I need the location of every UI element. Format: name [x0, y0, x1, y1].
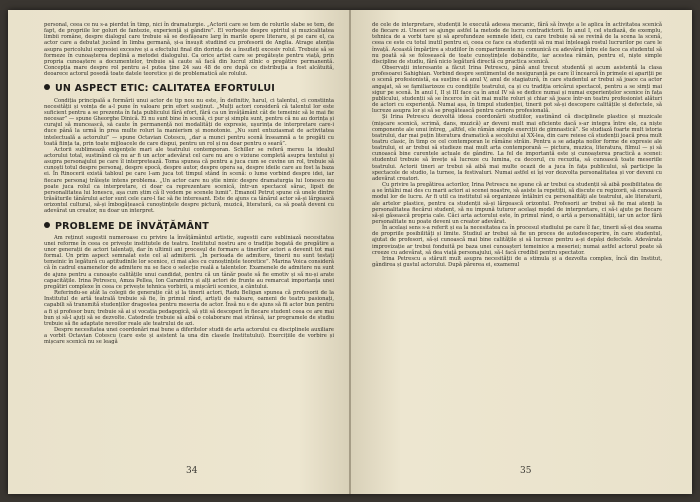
right-page — [350, 10, 692, 494]
paragraph: Cu privire la pregătirea actorilor, Irina Petrescu ne spune că ar trebui ca studenții să aibă posibilitatea de a se întâlni mai des cu marii actori ai scenei noastre, să asiste la repetiții, să discute cu regizorii, să cunoască modul lor de lucru. Ar fi util ca institutul să organizeze întâlniri cu personalități ale teatrului, ale literaturii, ale artelor plastice, pentru ca studenții să-și lărgească orizontul. Profesorii ar trebui să fie mai atenți la personalitatea fiecărui student, să nu impună tuturor același model de interpretare, ci să-i ajute pe fiecare să-și găsească propria cale. Căci arta actorului este, în primul rând, o artă a personalității, iar un actor fără personalitate nu poate deveni un creator adevărat. — [372, 182, 662, 225]
page-number-right: 35 — [520, 466, 532, 476]
paragraph: Observații interesante a făcut Irina Petrescu, până anul trecut studentă și acum asistentă la clasa profesoarei Sahighian. Vorbind despre sentimentul de nesiguranță pe care îl încearcă în primele ei apariții pe o scenă profesionistă, ea susține că anul V, anul de stagiatură, în care studentul ar trebui să joace ca actor angajat, să se familiarizeze cu condițiile teatrului, ca și cu tradiția oricărui spectacol, pentru a se simți mai sigur pe scenă. În anul I, II și III face ca în anul IV să se dedice numai și numai experiențelor scenice în fața publicului, studenții să se încerce în cât mai multe roluri și chiar să joace într-un teatru profesionist alături de actori cu experiență. Numai așa, în timpul studenției, tinerii pot să-și descopere calitățile și defectele, să lucreze asupra lor și să se pregătească pentru cariera profesională. — [372, 65, 662, 115]
book-spread — [8, 10, 692, 494]
paragraph: Actorii sublimează exigențele mari ale teatrului contemporan. Schiller se referă mereu la idealul actorului total, sustinând că nu ar fi un actor adevărat cel care nu are o viziune completă asupra textului și asupra personajului pe care îl interpretează. Toma spunea că pentru a juca cum se cuvine un rol, trebuie să cunoști totul despre personaj, despre epocă, despre autor, despre opera sa, despre ideile care au fost la baza ei. În Rinocerii există tabloul pe care l-am juca tot timpul stând în scenă: o lume vorbind despre idei, iar fiecare personaj trăiește intens problema. „Un actor care nu știe nimic despre dramaturgia lui Ionesco nu poate juca rolul ca interpretare, ci doar ca reprezentare scenică, într-un spectacol sărac, lipsit de personalitatea lui Ionescu, așa cum știm că îl vedem pe scenele lumii”. Emanoil Petruț spune că unele dintre trăsăturile tânărului actor sunt cele care-l fac să fie interesant. Este de ajuns ca tânărul actor să-și lărgească orizontul cultural, să-și îmbogățească cunoștințele despre pictură, muzică, literatură, ca să poată deveni cu adevărat un creator, nu doar un interpret. — [44, 146, 334, 215]
paragraph: Și Irina Petrescu dezvoltă ideea coordonării studiilor, sustinând că disciplinele plastice și muzicale (mișcare scenică, scrimă, dans, muzică) ar deveni mult mai eficiente dacă s-ar integra între ele, ca niște componente ale unui întreg, „altfel, ele rămân simple exerciții de gimnastică”. Se studiază foarte mult istoria teatrului, dar mai puțin literatura dramatică a secolului al XX-lea, din care reiese că studenții joacă prea mult teatru clasic, în timp ce cel contemporan le rămâne străin. Pentru a se adapta noilor forme de expresie ale teatrului, ei ar trebui să studieze mai mult arta contemporană — pictura, muzica, literatura, filmul — și să cunoască bine curentele actuale de gândire. La fel de importantă este și cunoașterea practică a scenei: studentul trebuie să învețe să lucreze cu lumina, cu decorul, cu recuzita, să cunoască toate meseriile teatrului. Actorii tineri ar trebui să aibă mai multe ocazii de a juca în fața publicului, să participe la spectacole de studio, la turnee, la festivaluri. Numai astfel ei își vor dezvolta personalitatea și vor deveni cu adevărat creatori. — [372, 114, 662, 182]
paragraph: Despre necesitatea unei coordonări mai bune a diferitelor studii de arta actorului cu disciplinele auxiliare a vorbit Octavian Cotescu (care este și asistent la una din clasele Institutului). Exercițiile de vorbire și mișcare scenică nu se leagă — [44, 327, 334, 346]
section-bullet-icon — [44, 222, 50, 228]
intro-paragraph: personal, ceea ce nu s-a pierdut în timp, nici în dramaturgie. „Actorii care se tem de rolurile slabe se tem, de fapt, de propriile lor goluri de fantezie, experiență și gândire”. El vorbește despre spiritul și muzicalitatea limbii române, despre dialogul care trebuie să se desfășoare larg în marile opere literare, și pe care el, ca actor care a debutat jucând în limba germană, și-a însușit studiind cu profesorii de Anglia. Atrage atenția asupra pericolului expresiei excesive și a efectului final din dorința de a însufleți excesiv rolul. Trebuie să se formeze în cunoașterea deplină a metodei dialogului. Ca orice artist care se pregătește pentru viață, prin propria cunoaștere a documentelor, trebuie să caute să facă din lucrul zilnic o pregătire permanentă. Concepția mare despre rol pentru a-l putea ține 24 sau 48 de ore după ce distribuția a fost alcătuită, deoarece actorul posedă toate datele teoretice și de problematică ale rolului. — [44, 22, 334, 78]
paragraph: În același sens s-a referit și ea la necesitatea ca în procesul studiului pe care îl fac, tinerii să-și dea seama de propriile posibilități și limite. Studiul ar trebui să fie un proces de autodescoperire, în care studentul, ajutat de profesori, să-și cunoască mai bine calitățile și să lucreze pentru a-și depăși defectele. Adevărata improvizație ar trebui fonduită pe baza unei cunoașteri temeinice a meseriei; numai astfel actorul poate să creeze cu adevărat, să dea viață personajului, să-l facă credibil pentru spectator. — [372, 225, 662, 256]
right-page-text — [372, 22, 662, 268]
paragraph: Referindu-se atât la colegii de generație cât și la tinerii actori, Radu Beligan spunea că profesorii de la Institutul de artă teatrală trebuie să fie, în primul rând, artiști de valoare, oameni de teatru pasionați, capabili să transmită studenților dragostea pentru meseria de actor. Însă nu e de ajuns să fii actor bun pentru a fi și profesor bun; trebuie să ai și vocația pedagogică, să știi să descoperi în fiecare student ceea ce are mai bun și să-l ajuți să se dezvolte. Catedrele trebuie să aibă o colaborare mai strânsă, iar programele de studiu trebuie să fie adaptate nevoilor reale ale teatrului de azi. — [44, 290, 334, 327]
section-heading-education — [44, 222, 334, 230]
paragraph: Irina Petrescu a stăruit mult asupra necesității de a stimula și a dezvolta complex, încă din Institut, gândirea și gustul actorului. După părerea ei, examenul — [372, 255, 662, 269]
section-bullet-icon — [44, 84, 50, 90]
section-heading-ethics — [44, 83, 334, 95]
left-page — [8, 10, 350, 494]
book-gutter — [349, 10, 351, 494]
page-number-left: 34 — [186, 466, 198, 476]
left-page-text — [44, 22, 334, 346]
paragraph: Condiția principală a formării unui actor de tip nou nu este, în definitiv, harul, ci talentul, ci constiinta necesității și voința de a-l pune în valoare prin efort susținut. „Mulți actori consideră că talentul lor este suficient pentru a se prezenta în fața publicului fără efort, fără ca un învățământ cât de temeinic să le mai fie necesar” — spune Gheorghe Dinică. Ei nu sunt bine în scenă, ci pur și simplu sunt, pentru că nu au dorința și curajul să muncească, să caute în permanență noi modalități de expresie, ușurința de interpretare care-i duce până la urmă în prea multe roluri la manierism și monotonie. „Nu sunt entuziasmat de activitatea intelectuală a actorului” — spune Octavian Cotescu, „dar a munci pentru scenă înseamnă a te pregăti cu toată ființa ta, prin toate mijloacele de care dispui, pentru un rol și nu doar pentru o seară”. — [44, 97, 334, 147]
section-heading-education-text: PROBLEME DE ÎNVĂȚĂMÂNT — [55, 220, 209, 232]
paragraph: Am reținut sugestii numeroase cu privire la învățământul artistic, sugestii care subliniază necesitatea unei reforme în ceea ce privește institutele de teatru. Institutul nostru are o tradiție bogată de pregătire a unor generații de actori talentați, dar în ultimii ani procesul de formare a tinerilor actori a devenit tot mai formal. Un prim aspect semnalat este cel al admiterii. „În perioada de admitere, tinerii nu sunt testați temeinic în legătură cu aptitudinile lor scenice, ci mai ales cu cunoștințele teoretice”. Marina Voica consideră că în cadrul examenelor de admitere nu se face o selecție reală a talentelor. Examenele de admitere nu sunt de ajuns pentru a cunoaște calitățile unui candidat, pentru că un tânăr poate să fie emotiv și să nu-și arate capacitățile. Irina Petrescu, Amza Pellea, Ion Caramitru și alți actori de frunte au remarcat importanța unei pregătiri complexe în ceea ce privește tehnica vorbirii, a mișcării scenice, a cântului. — [44, 234, 334, 290]
paragraph: de cele de interpretare, studenții le execută adesea mecanic, fără să învețe a le aplica în activitatea scenică de fiecare zi. Uneori se ajunge astfel la metode de lucru contradictorii. În anul I, cel studiază, de exemplu, tehnica de a vorbi tare și să aprofundeze semnele ideii, cu care trebuie să se revină de la scena la scenă, ceea ce este cu totul inutil pentru ei, ceea ce face ca studenții să nu mai înțeleagă rostul lucrurilor pe care le învață. Această împărțire a studiilor în compartimente nu comunică cu adevărat între ele face ca studentul să nu poată să se folosească de toate cunoștințele dobândite, iar acestea rămân, pentru el, niște simple discipline de studiu, fără nicio legătură directă cu practica scenică. — [372, 22, 662, 65]
section-heading-ethics-text: UN ASPECT ETIC: CALITATEA EFORTULUI — [55, 83, 275, 95]
